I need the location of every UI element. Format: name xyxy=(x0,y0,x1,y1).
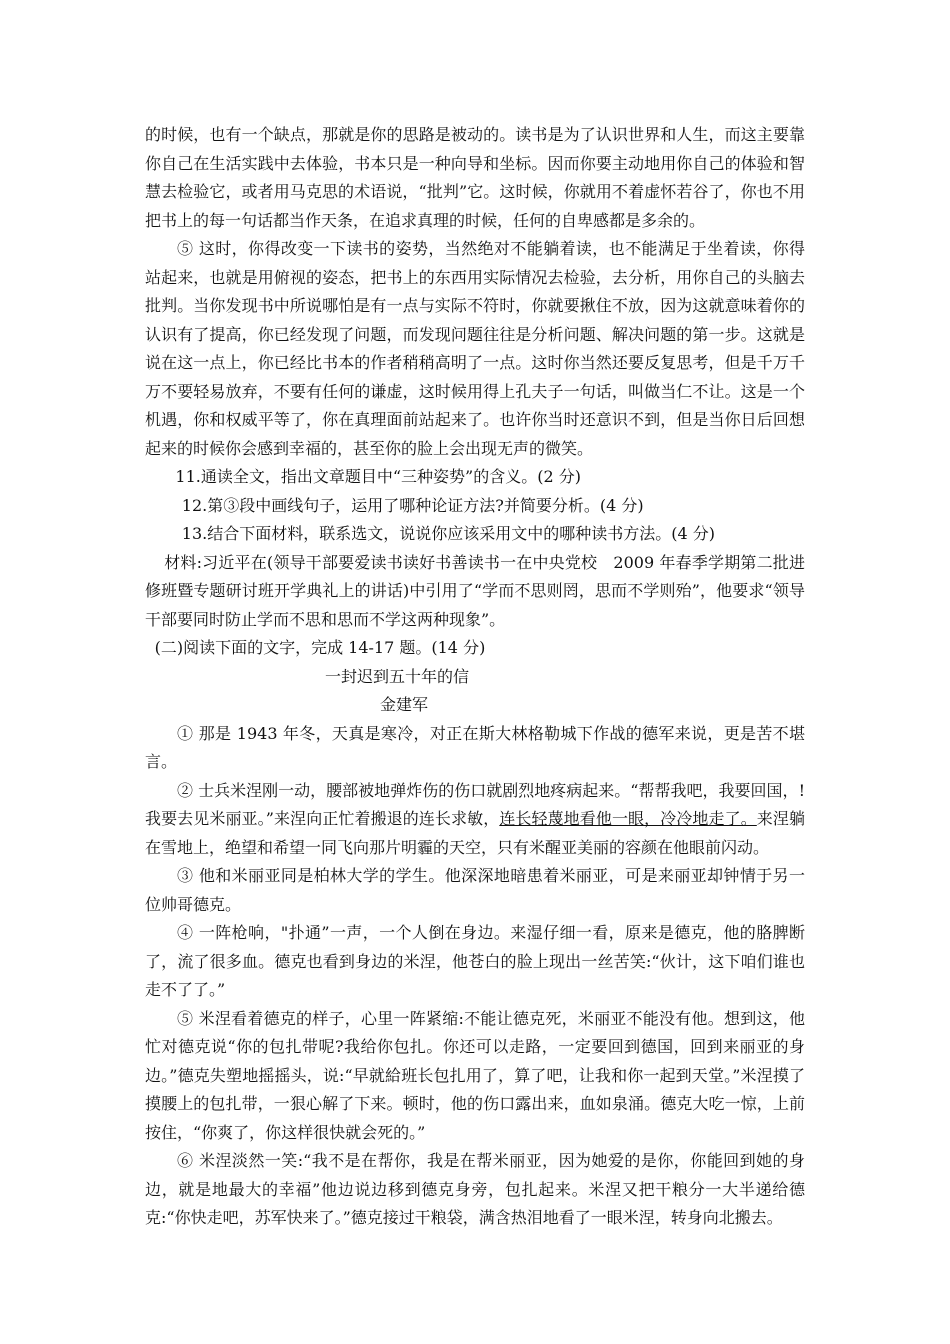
story-title: 一封迟到五十年的信 xyxy=(325,666,470,686)
story-paragraph-6: ⑥ 米涅淡然一笑:“我不是在帮你，我是在帮米丽亚，因为她爱的是你，你能回到她的身边，就是地最大的幸福”他边说边移到德克身旁，包扎起来。米涅又把干粮分一大半递给德克:“你快走吧，苏军快来了。”德克接过干粮袋，满含热泪地看了一眼米涅，转身向北搬去。 xyxy=(145,1151,805,1227)
underlined-sentence: 连长轻蔑地看他一眼，冷冷地走了。 xyxy=(499,809,757,828)
material-paragraph: 材料:习近平在(领导干部要爱读书读好书善读书一在中央党校 2009 年春季学期第二批进修班暨专题研讨班开学典礼上的讲话)中引用了“学而不思则罔，思而不学则殆”，他要求“领导干部要同时防止学而不思和思而不学这两种现象”。 xyxy=(145,552,805,629)
paragraph-5: ⑤ 这时，你得改变一下读书的姿势，当然绝对不能躺着读，也不能满足于坐着读，你得站起来，也就是用俯视的姿态，把书上的东西用实际情况去检验，去分析，用你自己的头脑去批判。当你发现书中所说哪怕是有一点与实际不符时，你就要揪住不放，因为这就意味着你的认识有了提高，你已经发现了问题，而发现问题往往是分析问题、解决问题的第一步。这就是说在这一点上，你已经比书本的作者稍稍高明了一点。这时你当然还要反复思考，但是千万千万不要轻易放弃，不要有任何的谦虚，这时候用得上孔夫子一句话，叫做当仁不让。这是一个机遇，你和权威平等了，你在真理面前站起来了。也许你当时还意识不到，但是当你日后回想起来的时候你会感到幸福的，甚至你的脸上会出现无声的微笑。 xyxy=(145,239,805,458)
story-paragraph-4: ④ 一阵枪响，"扑通”一声，一个人倒在身边。来湿仔细一看，原来是德克，他的胳脾断了，流了很多血。德克也看到身边的米涅，他苍白的脸上现出一丝苦笑:“伙计，这下咱们谁也走不了了。” xyxy=(145,923,805,999)
section-heading: (二)阅读下面的文字，完成 14-17 题。(14 分) xyxy=(154,638,486,657)
story-paragraph-3: ③ 他和米丽亚同是柏林大学的学生。他深深地暗患着米丽亚，可是来丽亚却钟情于另一位帅哥德克。 xyxy=(145,866,805,914)
story-paragraph-2 xyxy=(145,777,805,863)
story-author: 金建军 xyxy=(380,695,429,714)
story-paragraph-1: ① 那是 1943 年冬，天真是寒冷，对正在斯大林格勒城下作战的德军来说，更是苦不堪言。 xyxy=(145,723,805,771)
story-paragraph-2-start: ② 士兵米涅刚一动，腰部被地弹炸伤的伤口就剧烈地疼病起来。“帮帮我吧，我要回国，!我要去见米丽亚。”来涅向正忙着搬退的连长求敏， xyxy=(145,780,805,828)
question-12: 12.第③段中画线句子，运用了哪种论证方法?并简要分析。(4 分) xyxy=(181,495,644,515)
story-paragraph-5: ⑤ 米涅看着德克的样子，心里一阵紧缩:不能让德克死，米丽亚不能没有他。想到这，他忙对德克说“你的包扎带呢?我给你包扎。你还可以走路，一定要回到德国，回到来丽亚的身边。”德克失塑地摇摇头，说:“早就給班长包扎用了，算了吧，让我和你一起到天堂。”米涅摸了摸腰上的包扎带，一狠心解了下来。顿时，他的伤口露出来，血如泉涌。德克大吃一惊，上前按住，“你爽了，你这样很快就会死的。” xyxy=(145,1008,805,1142)
paragraph-intro: 的时候，也有一个缺点，那就是你的思路是被动的。读书是为了认识世界和人生，而这主要靠你自己在生活实践中去体验，书本只是一种向导和坐标。因而你要主动地用你自己的体验和智慧去检验它，或者用马克思的术语说，“批判”它。这时候，你就用不着虚怀若谷了，你也不用把书上的每一句话都当作天条，在追求真理的时候，任何的自卑感都是多余的。 xyxy=(145,125,805,230)
question-11: 11.通读全文，指出文章题目中“三种姿势”的含义。(2 分) xyxy=(175,467,581,486)
document-body xyxy=(145,121,805,1233)
question-13: 13.结合下面材料，联系选文，说说你应该采用文中的哪种读书方法。(4 分) xyxy=(181,524,715,543)
story-paragraph-2-end: 来涅躺在雪地上，绝望和希望一同飞向那片明霾的天空，只有米醒亚美丽的容颜在他眼前闪动。 xyxy=(145,809,805,857)
